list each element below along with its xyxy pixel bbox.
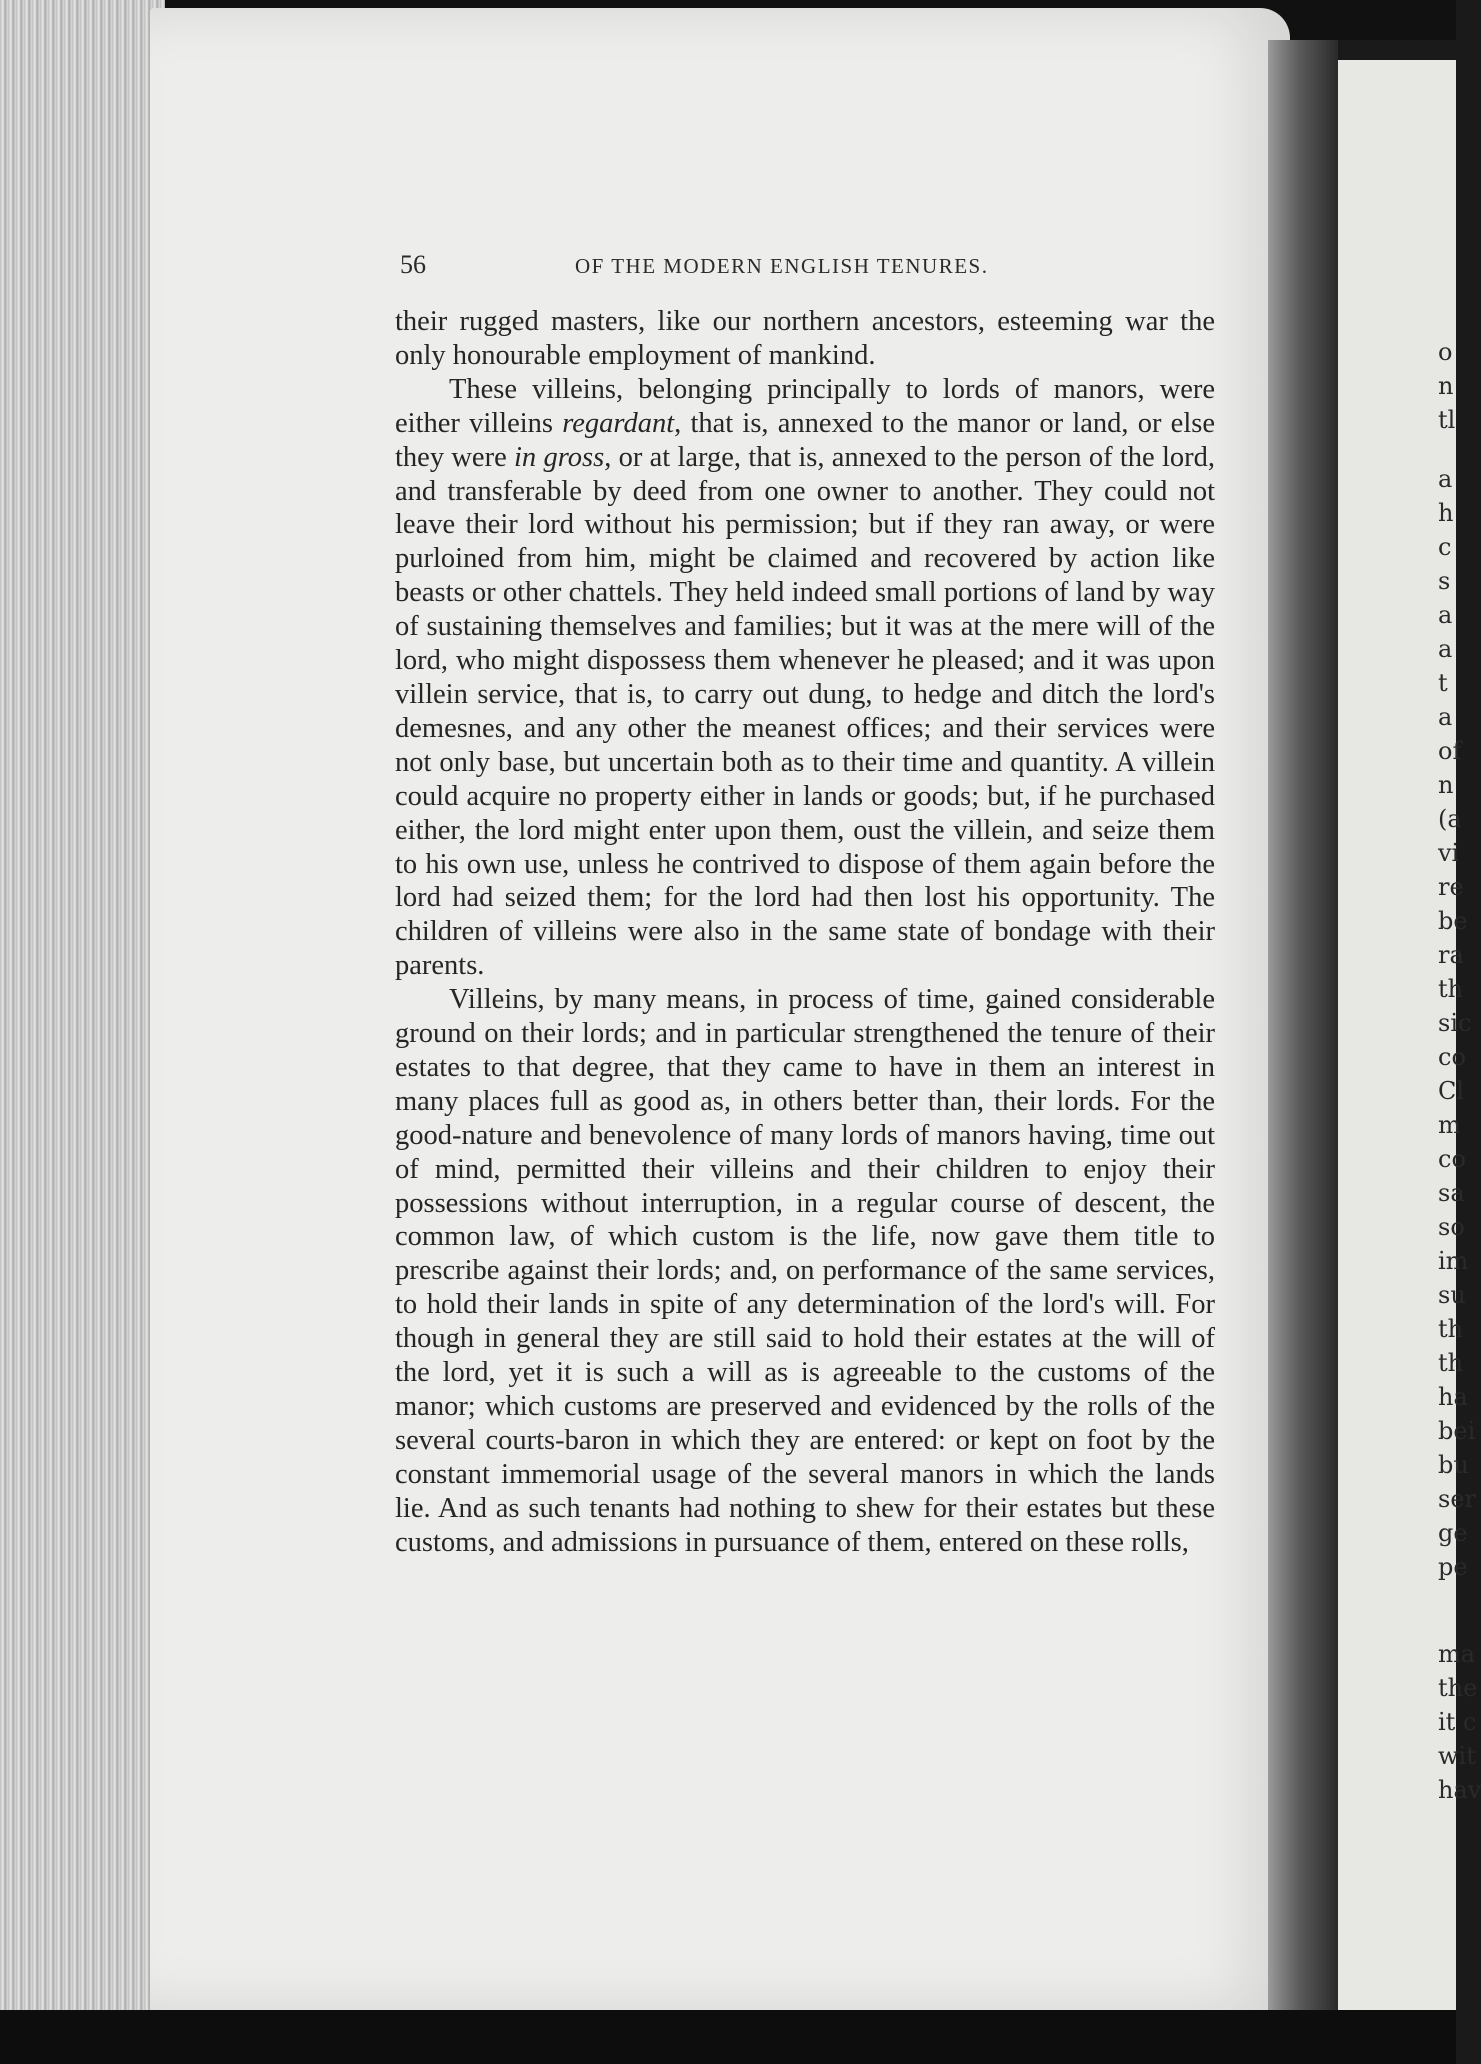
italic-term: regardant	[562, 407, 675, 439]
scan-bottom-border	[0, 2010, 1456, 2064]
facing-page-fragment: ser	[1438, 1485, 1476, 1513]
facing-page-fragment: a	[1438, 465, 1453, 493]
facing-page-fragment: re	[1438, 873, 1464, 901]
facing-page-fragment: ge	[1438, 1519, 1468, 1547]
facing-page	[1338, 60, 1481, 2020]
facing-page-fragment: it c	[1438, 1708, 1477, 1736]
paragraph	[395, 373, 1215, 983]
facing-page-fragment: bei	[1438, 1417, 1476, 1445]
facing-page-fragment: th	[1438, 1349, 1464, 1377]
facing-page-fragment: sa	[1438, 1179, 1465, 1207]
facing-page-fragment: a	[1438, 601, 1453, 629]
facing-page-fragment: a	[1438, 703, 1453, 731]
facing-page-fragment: the	[1438, 1674, 1478, 1702]
facing-page-fragment: m	[1438, 1111, 1461, 1139]
italic-term: in gross	[514, 441, 605, 473]
facing-page-fragment: co	[1438, 1145, 1466, 1173]
paragraph-text: These villeins, belonging principally to lords of manors, were either villeins	[395, 373, 1215, 439]
facing-page-fragment: h	[1438, 499, 1454, 527]
facing-page-fragment: (a	[1438, 805, 1462, 833]
book-gutter-shadow	[1268, 40, 1338, 2015]
facing-page-fragment: n	[1438, 771, 1454, 799]
paragraph-text: , that is, annexed to the manor or land, or else they were	[395, 407, 1215, 473]
facing-page-fragment: hav	[1438, 1776, 1481, 1804]
page-body	[395, 305, 1215, 1560]
paragraph: Villeins, by many means, in process of time, gained considerable ground on their lords; and in particular strengthened the tenure of their estates to that degree, that they came to have in them an interest in many places full as good as, in others better than, their lords. For the good-nature and benevolence of many lords of manors having, time out of mind, permitted their villeins and their children to enjoy their possessions without interruption, in a regular course of descent, the common law, of which custom is the life, now gave them title to prescribe against their lords; and, on performance of the same services, to hold their lands in spite of any determination of the lord's will. For though in general they are still said to hold their estates at the will of the lord, yet it is such a will as is agreeable to the customs of the manor; which customs are preserved and evidenced by the rolls of the several courts-baron in which they are entered: or kept on foot by the constant immemorial usage of the several manors in which the lands lie. And as such tenants had nothing to shew for their estates but these customs, and admissions in pursuance of them, entered on these rolls,	[395, 984, 1215, 1558]
facing-page-fragment: im	[1438, 1247, 1469, 1275]
facing-page-fragment: n	[1438, 372, 1454, 400]
facing-page-fragment: co	[1438, 1043, 1466, 1071]
facing-page-fragment: c	[1438, 533, 1452, 561]
facing-page-fragment: th	[1438, 975, 1464, 1003]
facing-page-fragment: t	[1438, 669, 1448, 697]
facing-page-fragment: so	[1438, 1213, 1465, 1241]
page-number: 56	[400, 250, 426, 279]
facing-page-fragment: ra	[1438, 941, 1464, 969]
facing-page-fragment: tl	[1438, 406, 1456, 434]
facing-page-fragment: of	[1438, 737, 1462, 765]
facing-page-fragment: wit	[1438, 1742, 1476, 1770]
book-page-edges	[0, 0, 165, 2010]
facing-page-fragment: su	[1438, 1281, 1466, 1309]
page-header	[400, 250, 1100, 290]
paragraph-text: , or at large, that is, annexed to the person of the lord, and transferable by deed from one owner to another. They could not leave their lord without his permission; but if they ran away, or were purloined from him, might be claimed and recovered by action like beasts or other chattels. They held indeed small portions of land by way of sustaining themselves and families; but it was at the mere will of the lord, who might dispossess them whenever he pleased; and it was upon villein service, that is, to carry out dung, to hedge and ditch the lord's demesnes, and any other the meanest offices; and their services were not only base, but uncertain both as to their time and quantity. A villein could acquire no property either in lands or goods; but, if he purchased either, the lord might enter upon them, oust the villein, and seize them to his own use, unless he contrived to dispose of them again before the lord had seized them; for the lord had then lost his opportunity. The children of villeins were also in the same state of bondage with their parents.	[395, 441, 1215, 982]
facing-page-fragment: Cl	[1438, 1077, 1465, 1105]
facing-page-fragment: ma	[1438, 1640, 1476, 1668]
facing-page-fragment: sic	[1438, 1009, 1472, 1037]
facing-page-fragment: th	[1438, 1315, 1464, 1343]
facing-page-fragment: ha	[1438, 1383, 1468, 1411]
facing-page-fragment: s	[1438, 567, 1451, 595]
facing-page-fragment: a	[1438, 635, 1453, 663]
facing-page-fragment: be	[1438, 907, 1468, 935]
facing-page-fragment: o	[1438, 338, 1453, 366]
facing-page-fragment: pe	[1438, 1553, 1468, 1581]
running-head: OF THE MODERN ENGLISH TENURES.	[575, 254, 989, 278]
paragraph: their rugged masters, like our northern ancestors, esteeming war the only honourable employment of mankind.	[395, 306, 1215, 371]
facing-page-fragment: vi	[1438, 839, 1460, 867]
facing-page-fragment: bu	[1438, 1451, 1469, 1479]
